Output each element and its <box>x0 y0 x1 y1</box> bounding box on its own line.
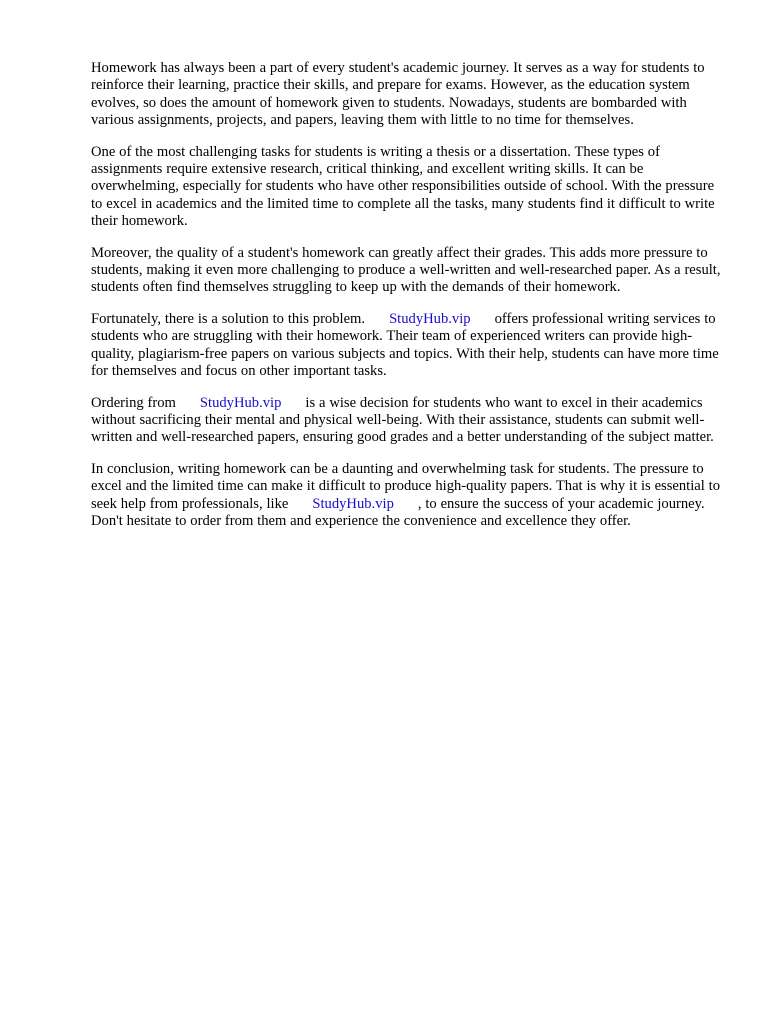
paragraph-quality-grades: Moreover, the quality of a student's homework can greatly affect their grades. This adds more pressure to students, making it even more challenging to produce a well-written and well-researched paper. As a result, students often find themselves struggling to keep up with the demands of their homework. <box>91 244 721 296</box>
studyhub-link-wrapper <box>176 395 306 411</box>
studyhub-link[interactable]: StudyHub.vip <box>312 495 394 512</box>
paragraph-text: is a wise decision for students who want to excel in their academics without sacrificing their mental and physical well-being. With their assistance, students can submit well-written and well-researched papers, ensuring good grades and a better understanding of the subject matter. <box>91 394 714 446</box>
paragraph-homework-intro: Homework has always been a part of every student's academic journey. It serves as a way for students to reinforce their learning, practice their skills, and prepare for exams. However, as the education system evolves, so does the amount of homework given to students. Nowadays, students are bombarded with various assignments, projects, and papers, leaving them with little to no time for themselves. <box>91 60 705 128</box>
paragraph-text: Fortunately, there is a solution to this problem. <box>91 311 366 328</box>
paragraph-text: , to ensure the success of your academic journey. Don't hesitate to order from them and experience the convenience and excellence they offer. <box>91 495 705 530</box>
paragraph-text: Ordering from <box>91 394 176 411</box>
paragraph-solution <box>91 311 723 380</box>
document-page <box>91 60 723 545</box>
paragraph-conclusion <box>91 461 723 530</box>
paragraph-text: In conclusion, writing homework can be a daunting and overwhelming task for students. The pressure to excel and the limited time can make it difficult to produce high-quality papers. That is why it is essential to seek help from professionals, like <box>91 461 721 512</box>
studyhub-link-wrapper <box>365 311 495 327</box>
studyhub-link[interactable]: StudyHub.vip <box>389 311 471 328</box>
paragraph-thesis-challenge: One of the most challenging tasks for students is writing a thesis or a dissertation. These types of assignments require extensive research, critical thinking, and excellent writing skills. It can be overwhelming, especially for students who have other responsibilities outside of school. With the pressure to excel in academics and the limited time to complete all the tasks, many students find it difficult to write their homework. <box>91 143 715 229</box>
paragraph-text: offers professional writing services to students who are struggling with their homework. Their team of experienced writers can provide high-quality, plagiarism-free papers on various subjects and topics. With their help, students can have more time for themselves and focus on other important tasks. <box>91 311 719 379</box>
studyhub-link-wrapper <box>288 496 418 512</box>
studyhub-link[interactable]: StudyHub.vip <box>199 394 282 411</box>
paragraph-ordering <box>91 395 723 447</box>
